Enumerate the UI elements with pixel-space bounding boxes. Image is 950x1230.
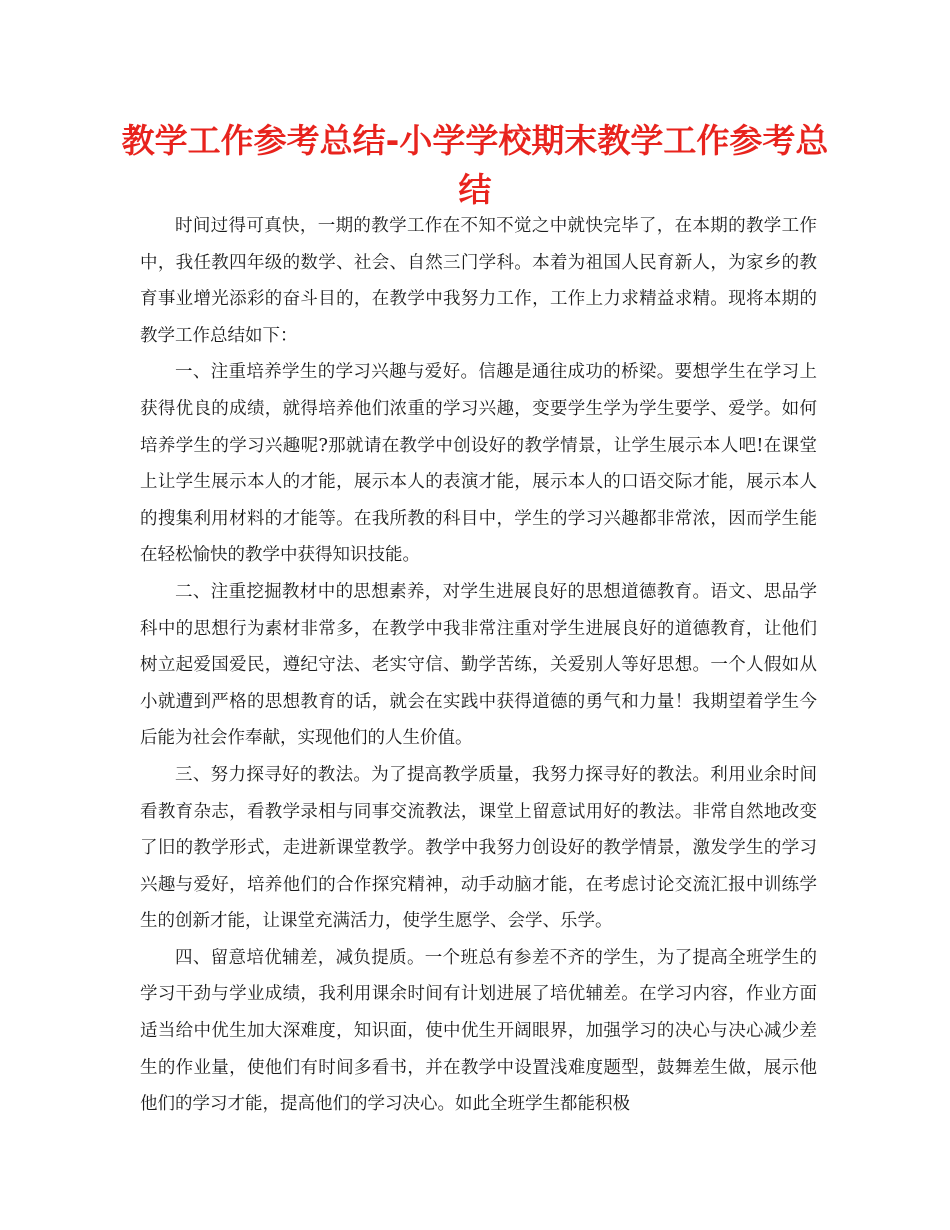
paragraph-section-1: 一、注重培养学生的学习兴趣与爱好。信趣是通往成功的桥梁。要想学生在学习上获得优良的成绩，就得培养他们浓重的学习兴趣，变要学生学为学生要学、爱学。如何培养学生的学习兴趣呢?那就请在教学中创设好的教学情景，让学生展示本人吧!在课堂上让学生展示本人的才能，展示本人的表演才能，展示本人的口语交际才能，展示本人的搜集利用材料的才能等。在我所教的科目中，学生的学习兴趣都非常浓，因而学生能在轻松愉快的教学中获得知识技能。 <box>140 362 817 566</box>
paragraph-section-2: 二、注重挖掘教材中的思想素养，对学生进展良好的思想道德教育。语文、思品学科中的思想行为素材非常多，在教学中我非常注重对学生进展良好的道德教育，让他们树立起爱国爱民，遵纪守法、老实守信、勤学苦练，关爱别人等好思想。一个人假如从小就遭到严格的思想教育的话，就会在实践中获得道德的勇气和力量！我期望着学生今后能为社会作奉献，实现他们的人生价值。 <box>140 581 817 749</box>
paragraph-section-3: 三、努力探寻好的教法。为了提高教学质量，我努力探寻好的教法。利用业余时间看教育杂志，看教学录相与同事交流教法，课堂上留意试用好的教法。非常自然地改变了旧的教学形式，走进新课堂教学。教学中我努力创设好的教学情景，激发学生的学习兴趣与爱好，培养他们的合作探究精神，动手动脑才能，在考虑讨论交流汇报中训练学生的创新才能，让课堂充满活力，使学生愿学、会学、乐学。 <box>140 764 817 932</box>
document-body <box>140 208 817 1123</box>
paragraph-section-4: 四、留意培优辅差，减负提质。一个班总有参差不齐的学生，为了提高全班学生的学习干劲与学业成绩，我利用课余时间有计划进展了培优辅差。在学习内容，作业方面适当给中优生加大深难度，知识面，使中优生开阔眼界，加强学习的决心与决心减少差生的作业量，使他们有时间多看书，并在教学中设置浅难度题型，鼓舞差生做，展示他他们的学习才能，提高他们的学习决心。如此全班学生都能积极 <box>140 947 817 1115</box>
document-title: 教学工作参考总结-小学学校期末教学工作参考总结 <box>121 121 829 209</box>
paragraph-intro: 时间过得可真快，一期的教学工作在不知不觉之中就快完毕了，在本期的教学工作中，我任教四年级的数学、社会、自然三门学科。本着为祖国人民育新人，为家乡的教育事业增光添彩的奋斗目的，在教学中我努力工作，工作上力求精益求精。现将本期的教学工作总结如下： <box>140 216 817 346</box>
